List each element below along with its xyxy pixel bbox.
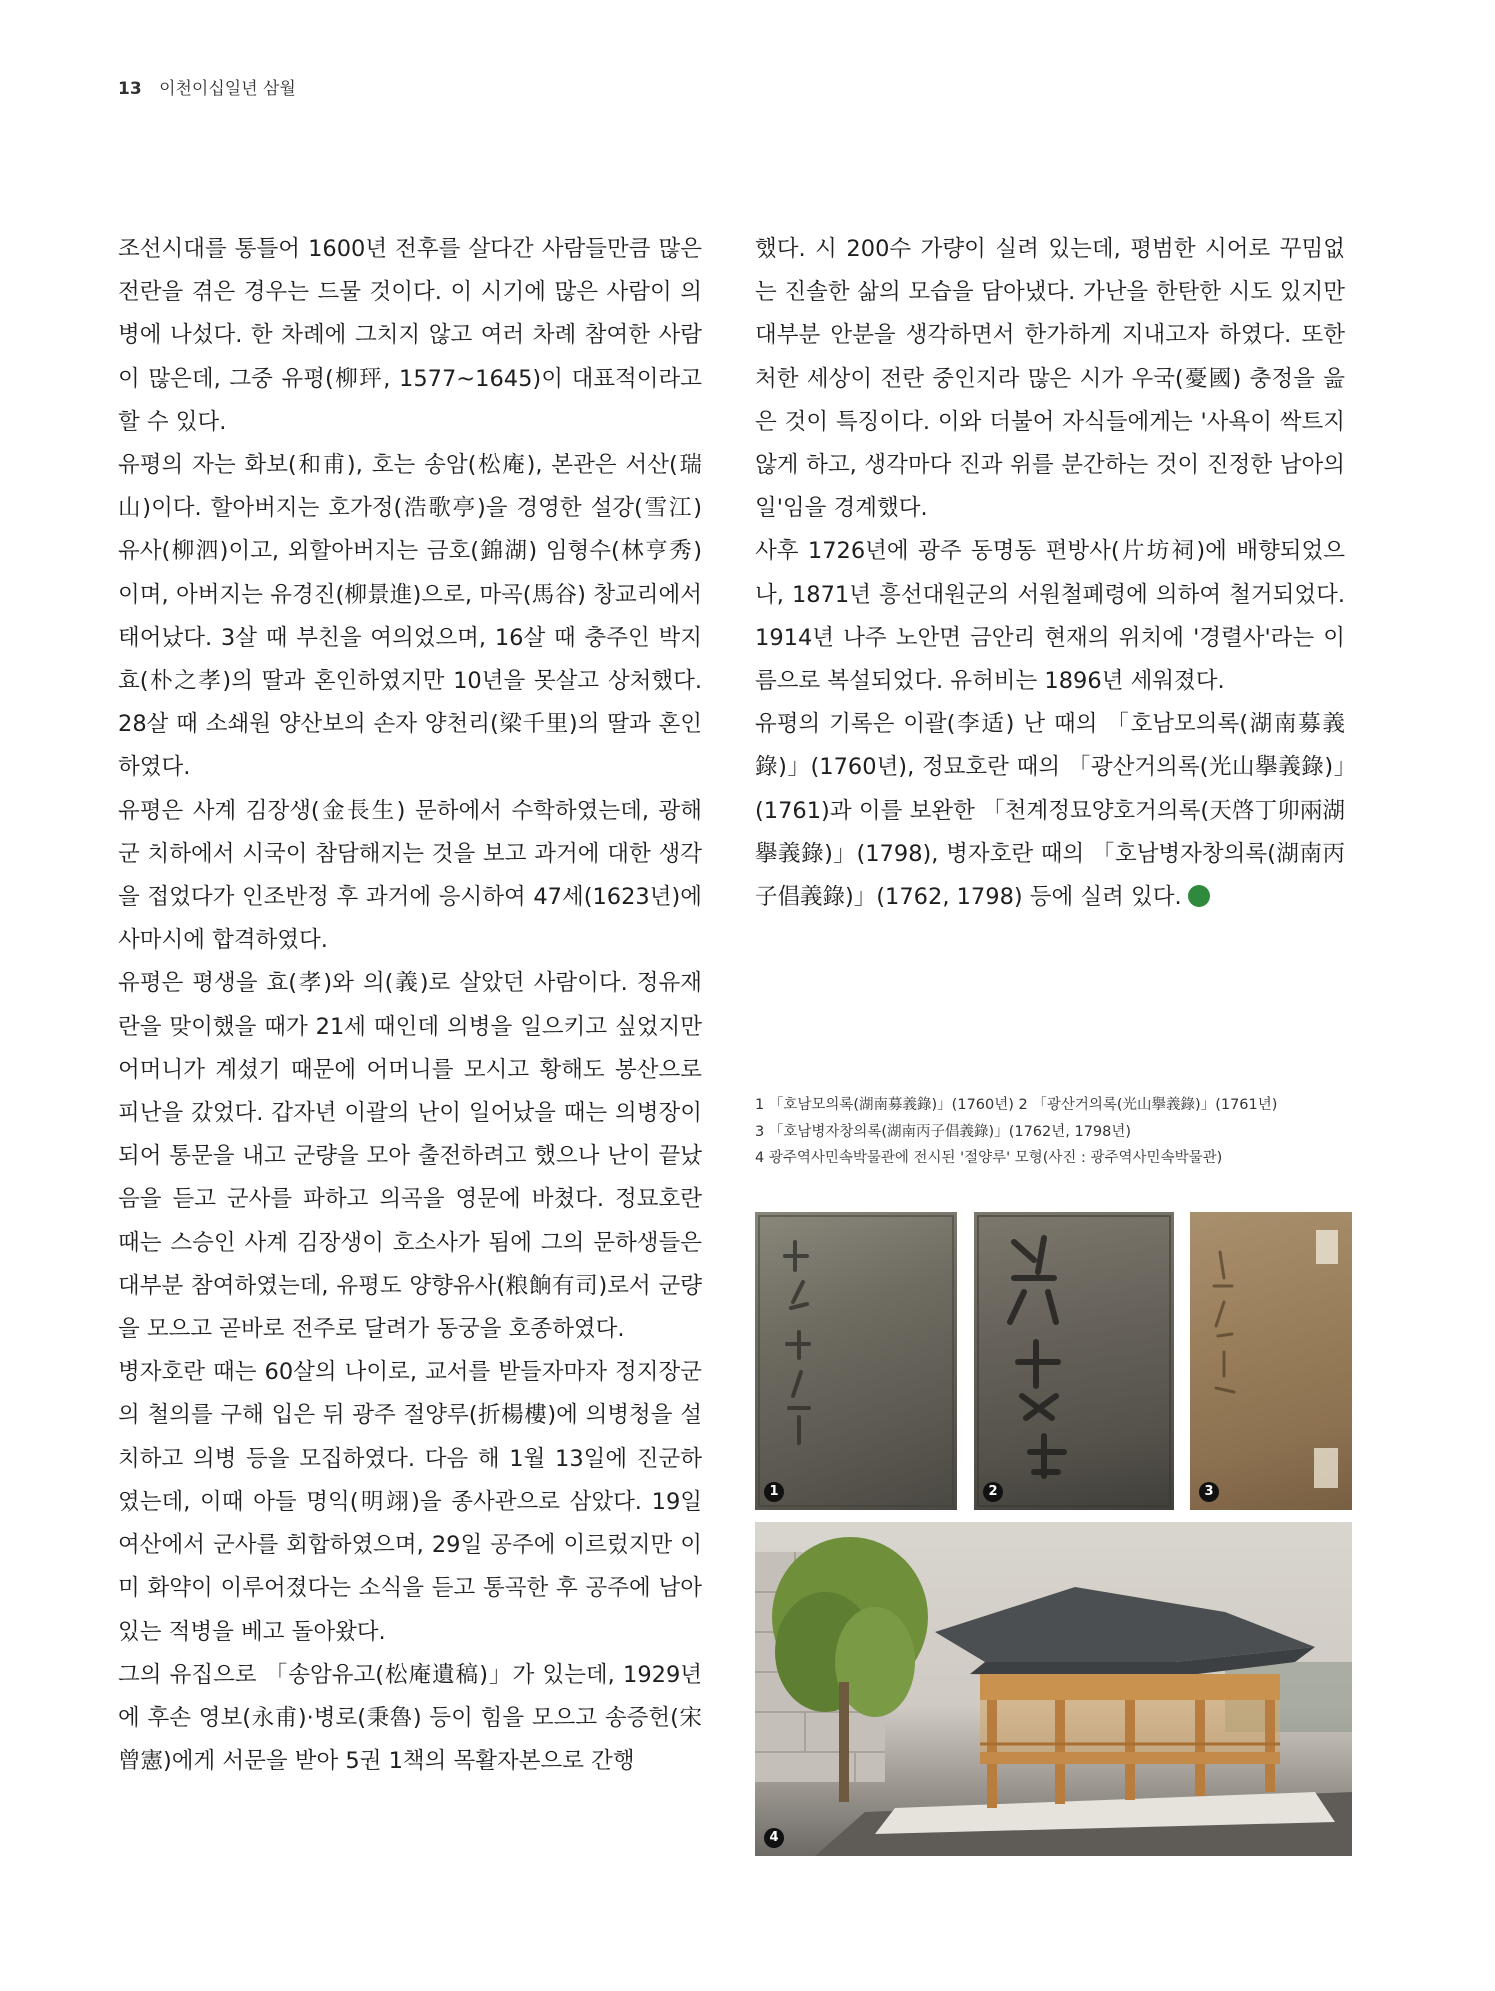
caption: 4 광주역사민속박물관에 전시된 '절양루' 모형(사진 : 광주역사민속박물관) (755, 1150, 1223, 1166)
paragraph: 사후 1726년에 광주 동명동 편방사(片坊祠)에 배향되었으나, 1871년 흥선대원군의 서원철폐령에 의하여 철거되었다. 1914년 나주 노안면 금안리 현재의 위치에 '경렬사'라는 이름으로 복설되었다. 유허비는 1896년 세워졌다. (755, 538, 1345, 695)
left-column (118, 228, 702, 1783)
photo-number: 3 (1199, 1482, 1219, 1502)
pavilion-model-icon (755, 1522, 1352, 1856)
book-cover-icon (1190, 1212, 1352, 1510)
page-number: 13 (118, 79, 142, 99)
paragraph: 유평은 평생을 효(孝)와 의(義)로 살았던 사람이다. 정유재란을 맞이했을 때가 21세 때인데 의병을 일으키고 싶었지만 어머니가 계셨기 때문에 어머니를 모시고 황해도 봉산으로 피난을 갔었다. 갑자년 이괄의 난이 일어났을 때는 의병장이 되어 통문을 내고 군량을 모아 출전하려고 했으나 난이 끝났음을 듣고 군사를 파하고 의곡을 영문에 바쳤다. 정묘호란 때는 스승인 사계 김장생이 호소사가 됨에 그의 문하생들은 대부분 참여하였는데, 유평도 양향유사(粮餉有司)로서 군량을 모으고 곧바로 전주로 달려가 동궁을 호종하였다. (118, 970, 702, 1343)
end-mark-icon (1188, 885, 1210, 907)
paragraph: 했다. 시 200수 가량이 실려 있는데, 평범한 시어로 꾸밈없는 진솔한 삶의 모습을 담아냈다. 가난을 한탄한 시도 있지만 대부분 안분을 생각하면서 한가하게 지내고자 하였다. 또한 처한 세상이 전란 중인지라 많은 시가 우국(憂國) 충정을 읊은 것이 특징이다. 이와 더불어 자식들에게는 '사욕이 싹트지 않게 하고, 생각마다 진과 위를 분간하는 것이 진정한 남아의 일'임을 경계했다. (755, 236, 1345, 522)
book-cover-photo-2 (974, 1212, 1174, 1510)
paragraph: 유평의 자는 화보(和甫), 호는 송암(松庵), 본관은 서산(瑞山)이다. 할아버지는 호가정(浩歌亭)을 경영한 설강(雪江) 유사(柳泗)이고, 외할아버지는 금호(錦湖) 임형수(林亨秀)이며, 아버지는 유경진(柳景進)으로, 마곡(馬谷) 창교리에서 태어났다. 3살 때 부친을 여의었으며, 16살 때 충주인 박지효(朴之孝)의 딸과 혼인하였지만 10년을 못살고 상처했다. 28살 때 소쇄원 양산보의 손자 양천리(梁千里)의 딸과 혼인하였다. (118, 452, 702, 781)
paragraph: 유평은 사계 김장생(金長生) 문하에서 수학하였는데, 광해군 치하에서 시국이 참담해지는 것을 보고 과거에 대한 생각을 접었다가 인조반정 후 과거에 응시하여 47세(1623년)에 사마시에 합격하였다. (118, 797, 702, 954)
photo-captions (755, 1092, 1355, 1172)
paragraph: 그의 유집으로 「송암유고(松庵遺稿)」가 있는데, 1929년에 후손 영보(永甫)·병로(秉魯) 등이 힘을 모으고 송증헌(宋曾憲)에게 서문을 받아 5권 1책의 목활자본으로 간행 (118, 1661, 702, 1775)
book-cover-icon (755, 1212, 957, 1510)
paragraph-text: 유평의 기록은 이괄(李适) 난 때의 「호남모의록(湖南募義錄)」(1760년), 정묘호란 때의 「광산거의록(光山擧義錄)」(1761)과 이를 보완한 「천계정묘양호거의록(天啓丁卯兩湖擧義錄)」(1798), 병자호란 때의 「호남병자창의록(湖南丙子倡義錄)」(1762, 1798) 등에 실려 있다. (755, 711, 1345, 911)
book-cover-photo-3 (1190, 1212, 1352, 1510)
paragraph: 조선시대를 통틀어 1600년 전후를 살다간 사람들만큼 많은 전란을 겪은 경우는 드물 것이다. 이 시기에 많은 사람이 의병에 나섰다. 한 차례에 그치지 않고 여러 차례 참여한 사람이 많은데, 그중 유평(柳玶, 1577~1645)이 대표적이라고 할 수 있다. (118, 236, 702, 435)
page-header (118, 74, 296, 99)
photo-number: 2 (983, 1482, 1003, 1502)
photo-number: 4 (764, 1828, 784, 1848)
photo-number: 1 (764, 1482, 784, 1502)
right-column (755, 228, 1345, 919)
book-cover-photo-1 (755, 1212, 957, 1510)
pavilion-model-photo (755, 1522, 1352, 1856)
caption: 1 「호남모의록(湖南募義錄)」(1760년) 2 「광산거의록(光山擧義錄)」(1761년) (755, 1097, 1278, 1113)
caption: 3 「호남병자창의록(湖南丙子倡義錄)」(1762년, 1798년) (755, 1123, 1132, 1140)
paragraph: 병자호란 때는 60살의 나이로, 교서를 받들자마자 정지장군의 철의를 구해 입은 뒤 광주 절양루(折楊樓)에 의병청을 설치하고 의병 등을 모집하였다. 다음 해 1월 13일에 진군하였는데, 이때 아들 명익(明翊)을 종사관으로 삼았다. 19일 여산에서 군사를 회합하였으며, 29일 공주에 이르렀지만 이미 화약이 이루어졌다는 소식을 듣고 통곡한 후 공주에 남아있는 적병을 베고 돌아왔다. (118, 1359, 702, 1645)
paragraph-last (755, 703, 1345, 919)
book-cover-icon (974, 1212, 1174, 1510)
issue-title: 이천이십일년 삼월 (159, 79, 296, 99)
